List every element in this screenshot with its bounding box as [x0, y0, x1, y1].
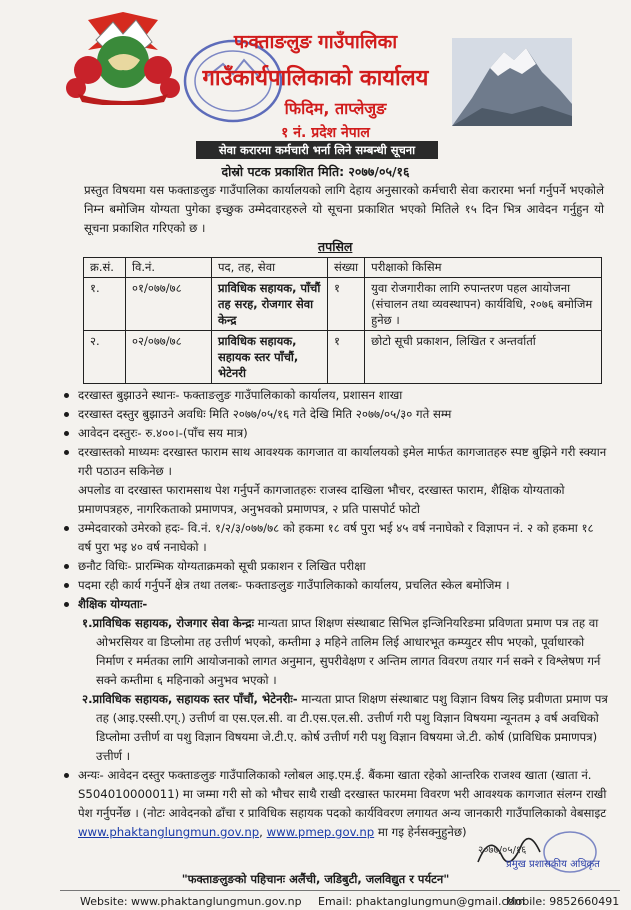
submission-medium: दरखास्तको माध्यमः दरखास्त फाराम साथ आवश्यक कागजात वा कार्यालयको इमेल मार्फत कागजातहरु स्पष्ट बुझिने गरी स्क्यान गरी पठाउन सकिनेछ ।: [62, 443, 610, 481]
details-section: [62, 386, 610, 842]
qualification-2-text: मान्यता प्राप्त शिक्षण संस्थाबाट पशु विज्ञान विषय लिइ प्रवीणता प्रमाण पत्र तह (आइ.एस्सी.एग्.) उत्तीर्ण वा एस.एल.सी. वा टी.एस.एल.सी. उत्तीर्ण गरी पशु विज्ञान विषयमा न्यूनतम ३ वर्ष अवधिको डिप्लोमा उत्तीर्ण वा पशु विज्ञान विषयमा जे.टी.ए. कोर्ष उत्तीर्ण गरी पशु विज्ञान विषयमा जे.टी. कोर्ष (प्राविधिक प्रमाणपत्र) उत्तीर्ण ।: [96, 692, 608, 763]
row-sn: १.: [84, 278, 126, 331]
workplace-salary: पदमा रही कार्य गर्नुपर्ने क्षेत्र तथा तलबः- फक्ताङलुङ गाउँपालिकाको कार्यालय, प्रचलित स्केल बमोजिम ।: [62, 576, 610, 595]
intro-paragraph: प्रस्तुत विषयमा यस फक्ताङलुङ गाउँपालिका कार्यालयको लागि देहाय अनुसारको कर्मचारी सेवा करारमा भर्ना गर्नुपर्ने भएकोले निम्न बमोजिम योग्यता पुगेका इच्छुक उम्मेदवारहरुले यो सूचना प्रकाशित भएको मितिले १५ दिन भित्र आवेदन गर्नुहुन यो सूचना प्रकाशित गरिएको छ ।: [84, 183, 604, 235]
submit-place: दरखास्त बुझाउने स्थानः- फक्ताङलुङ गाउँपालिकाको कार्यालय, प्रशासन शाखा: [62, 386, 610, 405]
footer-slogan: "फक्ताङलुङको पहिचानः अलैंची, जडिबुटी, जलविद्युत र पर्यटन": [181, 872, 450, 886]
qualification-1: [62, 614, 610, 690]
row-count: १: [328, 278, 365, 331]
row-post: प्राविधिक सहायक, सहायक स्तर पाँचौं, भेटेनरी: [212, 331, 328, 384]
header-exam: परीक्षाको किसिम: [365, 258, 602, 278]
other-info-text: अन्यः- आवेदन दस्तुर फक्ताङलुङ गाउँपालिकाको ग्लोबल आइ.एम.ई. बैंकमा खाता रहेको आन्तरिक राजश्व खाता (खाता नं. S504010000011) मा जम्मा गरी सो को भौचर साथै राखी दरखास्त फारममा विवरण भरी आवश्यक कागजात संलग्न राखी पेश गर्नुपर्नेछ । (नोटः आवेदनको ढाँचा र प्राविधिक सहायक पदको कार्यविवरण लगायत अन्य जानकारी गाउँपालिकाको वेबसाइट: [78, 768, 607, 820]
row-exam: छोटो सूची प्रकाशन, लिखित र अन्तर्वार्ता: [365, 331, 602, 384]
publish-date: दोस्रो पटक प्रकाशित मिति: २०७७/०५/१६: [221, 164, 410, 179]
qualification-1-title: १.प्राविधिक सहायक, रोजगार सेवा केन्द्रः: [82, 616, 254, 630]
table-row: [84, 331, 602, 384]
row-code: ०१/०७७/७८: [126, 278, 212, 331]
link-separator: ,: [259, 825, 267, 839]
header-count: संख्या: [328, 258, 365, 278]
pmep-website-link[interactable]: www.pmep.gov.np: [266, 825, 375, 839]
signature-date: २०७७/०५/१६: [478, 845, 527, 856]
footer-website[interactable]: Website: www.phaktanglungmun.gov.np: [80, 895, 302, 908]
municipality-website-link[interactable]: www.phaktanglungmun.gov.np: [78, 825, 260, 839]
row-code: ०२/०७७/७८: [126, 331, 212, 384]
application-fee: आवेदन दस्तुरः- रु.४००।-(पाँच सय मात्र): [62, 424, 610, 443]
selection-method: छनौट विधिः- प्रारम्भिक योग्यताक्रमको सूची प्रकाशन र लिखित परीक्षा: [62, 557, 610, 576]
row-post: प्राविधिक सहायक, पाँचौं तह सरह, रोजगार सेवा केन्द्र: [212, 278, 328, 331]
vacancy-table: [83, 257, 602, 384]
signatory-title: प्रमुख प्रशासकीय अधिकृत: [506, 859, 600, 870]
required-documents: अपलोड वा दरखास्त फारामसाथ पेश गर्नुपर्ने कागजातहरुः राजस्व दाखिला भौचर, दरखास्त फाराम, शैक्षिक योग्यताको प्रमाणपत्रहरु, नागरिकताको प्रमाणपत्र, अनुभवको प्रमाणपत्र, २ प्रति पासपोर्ट फोटो: [78, 483, 565, 516]
municipality-name: फक्ताङलुङ गाउँपालिका: [233, 31, 398, 53]
qualification-heading: शैक्षिक योग्यताः-: [62, 595, 610, 614]
footer-divider: [60, 890, 620, 891]
office-name: गाउँकार्यपालिकाको कार्यालय: [202, 66, 429, 91]
row-sn: २.: [84, 331, 126, 384]
age-limit: उम्मेदवारको उमेरको हदः- वि.नं. १/२/३/०७७/७८ को हकमा १८ वर्ष पुरा भई ४५ वर्ष ननाघेको र विज्ञापन नं. २ को हकमा १८ वर्ष पुरा भइ ४० वर्ष ननाघेको ।: [62, 519, 610, 557]
notice-title: सेवा करारमा कर्मचारी भर्ना लिने सम्बन्धी सूचना: [196, 141, 438, 159]
table-row: [84, 278, 602, 331]
other-info-tail: मा गइ हेर्नसक्नुहुनेछ): [374, 825, 467, 839]
table-header-row: [84, 258, 602, 278]
submit-period: दरखास्त दस्तुर बुझाउने अवधिः मिति २०७७/०५/१६ गते देखि मिति २०७७/०५/३० गते सम्म: [62, 405, 610, 424]
province-name: १ नं. प्रदेश नेपाल: [281, 125, 370, 141]
header-post: पद, तह, सेवा: [212, 258, 328, 278]
header-code: वि.नं.: [126, 258, 212, 278]
row-exam: युवा रोजगारीका लागि रुपान्तरण पहल आयोजना (संचालन तथा व्यवस्थापन) कार्यविधि, २०७६ बमोजिम हुनेछ ।: [365, 278, 602, 331]
footer-mobile: Mobile: 9852660491: [506, 895, 620, 908]
qualification-2-title: २.प्राविधिक सहायक, सहायक स्तर पाँचौं, भेटेनरीः-: [82, 692, 298, 706]
header-sn: क्र.सं.: [84, 258, 126, 278]
qualification-2: [62, 690, 610, 766]
table-title: तपसिल: [318, 239, 353, 254]
footer-email[interactable]: Email: phaktanglungmun@gmail.com: [318, 895, 525, 908]
office-location: फिदिम, ताप्लेजुङ: [284, 99, 387, 118]
row-count: १: [328, 331, 365, 384]
qualification-1-text: मान्यता प्राप्त शिक्षण संस्थाबाट सिभिल इन्जिनियरिङमा प्रविणता प्रमाण पत्र तह वा ओभरसियर वा डिप्लोमा तह उत्तीर्ण भएको, कम्तीमा ३ महिने तालिम लिई आधारभूत कम्प्युटर सीप भएको, पूर्वाधारको निर्माण र मर्मतका लागि आयोजनाको लागत अनुमान, सुपरीवेक्षण र अन्तिम लागत विवरण तयार गर्न सक्ने र विश्लेषण गर्न सक्ने कम्तीमा ६ महिनाको अनुभव भएको ।: [96, 616, 601, 687]
